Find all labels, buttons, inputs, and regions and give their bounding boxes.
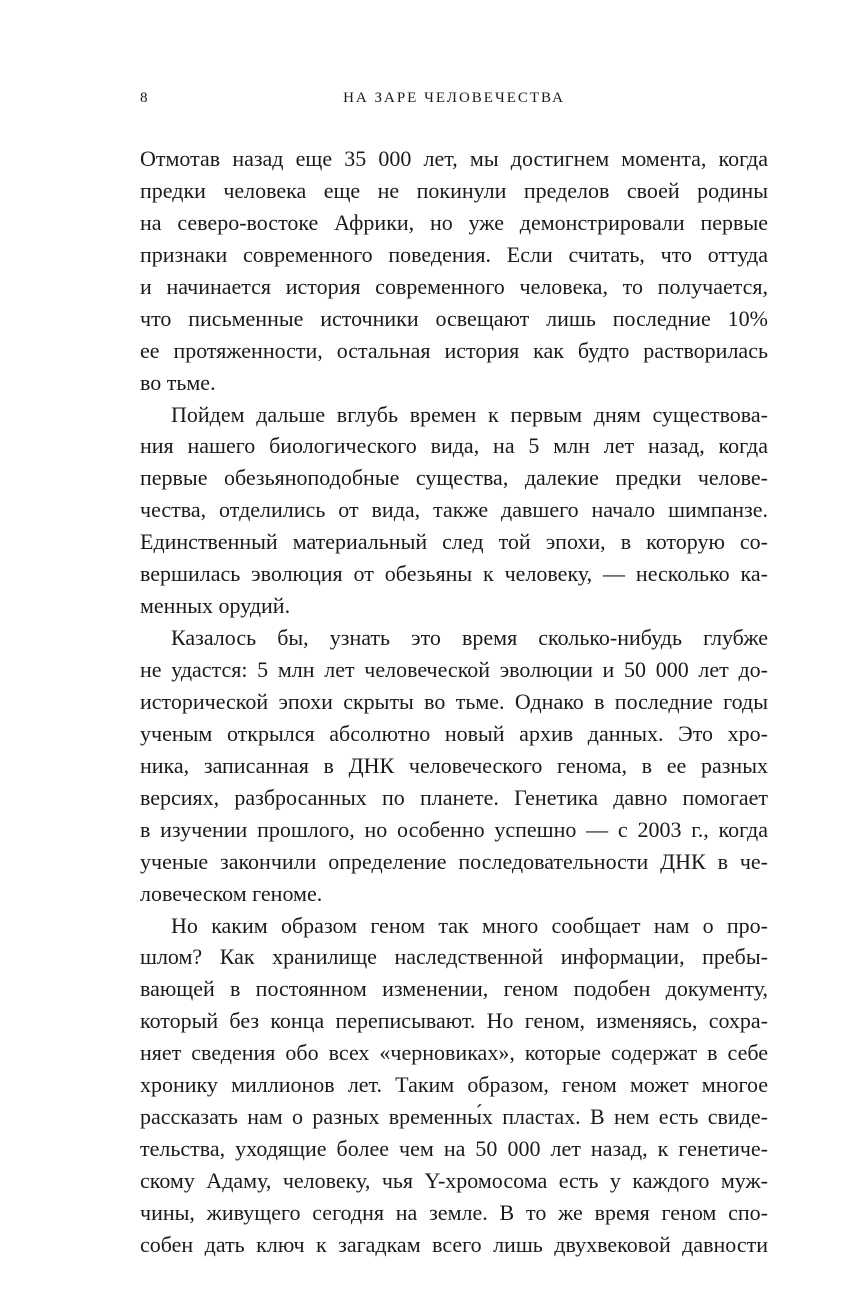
text-line: скому Адаму, человеку, чья Y-хромосома есть у каждого муж- [140,1168,768,1193]
text-line: ловеческом геноме. [140,880,323,906]
text-line: няет сведения обо всех «черновиках», которые содержат в себе [140,1040,768,1066]
text-line: Отмотав назад еще 35 000 лет, мы достигнем момента, когда [140,146,768,171]
text-line: рассказать нам о разных временны́х пластах. В нем есть свиде- [140,1104,768,1130]
text-line: менных орудий. [140,593,291,619]
text-line: Единственный материальный след той эпохи, в которую со- [140,529,768,555]
text-line: признаки современного поведения. Если считать, что оттуда [140,241,768,267]
running-title: НА ЗАРЕ ЧЕЛОВЕЧЕСТВА [343,90,565,106]
running-header [140,90,768,114]
text-line: что письменные источники освещают лишь последние 10% [140,305,768,331]
text-line: во тьме. [140,369,216,395]
paragraph [140,910,768,1261]
text-line: хронику миллионов лет. Таким образом, геном может многое [140,1072,768,1098]
text-line: Пойдем дальше вглубь времен к первым дням существова- [171,401,768,427]
text-line: ученые закончили определение последовательности ДНК в че- [140,848,768,874]
text-line: исторической эпохи скрыты во тьме. Однако в последние годы [140,688,768,714]
text-line: вершилась эволюция от обезьяны к человеку, — несколько ка- [140,561,768,587]
text-line: собен дать ключ к загадкам всего лишь двухвековой давности [140,1231,768,1257]
text-line: шлом? Как хранилище наследственной информации, пребы- [140,944,768,970]
text-line: на северо-востоке Африки, но уже демонстрировали первые [140,209,768,235]
text-line: не удастся: 5 млн лет человеческой эволюции и 50 000 лет до- [140,657,768,682]
text-line: ника, записанная в ДНК человеческого генома, в ее разных [140,752,768,778]
text-line: чества, отделились от вида, также давшего начало шимпанзе. [140,497,768,523]
paragraph [140,399,768,623]
text-line: в изучении прошлого, но особенно успешно — с 2003 г., когда [140,816,768,842]
paragraph [140,622,768,909]
text-line: который без конца переписывают. Но геном, изменяясь, сохра- [140,1008,768,1034]
text-line: первые обезьяноподобные существа, далекие предки челове- [140,465,768,491]
text-line: тельства, уходящие более чем на 50 000 лет назад, к генетиче- [140,1136,768,1162]
text-line: ния нашего биологического вида, на 5 млн лет назад, когда [140,433,768,459]
text-line: и начинается история современного человека, то получается, [140,273,768,299]
text-line: Но каким образом геном так много сообщает нам о про- [171,912,768,938]
body-text [140,143,768,1261]
page-number: 8 [140,90,148,106]
text-line: Казалось бы, узнать это время сколько-нибудь глубже [171,625,768,651]
text-line: предки человека еще не покинули пределов своей родины [140,177,768,203]
text-line: ее протяженности, остальная история как будто растворилась [140,337,768,363]
text-line: вающей в постоянном изменении, геном подобен документу, [140,976,768,1002]
paragraph [140,143,768,399]
text-line: версиях, разбросанных по планете. Генетика давно помогает [140,784,768,810]
text-line: ученым открылся абсолютно новый архив данных. Это хро- [140,720,768,746]
text-line: чины, живущего сегодня на земле. В то же время геном спо- [140,1199,768,1225]
